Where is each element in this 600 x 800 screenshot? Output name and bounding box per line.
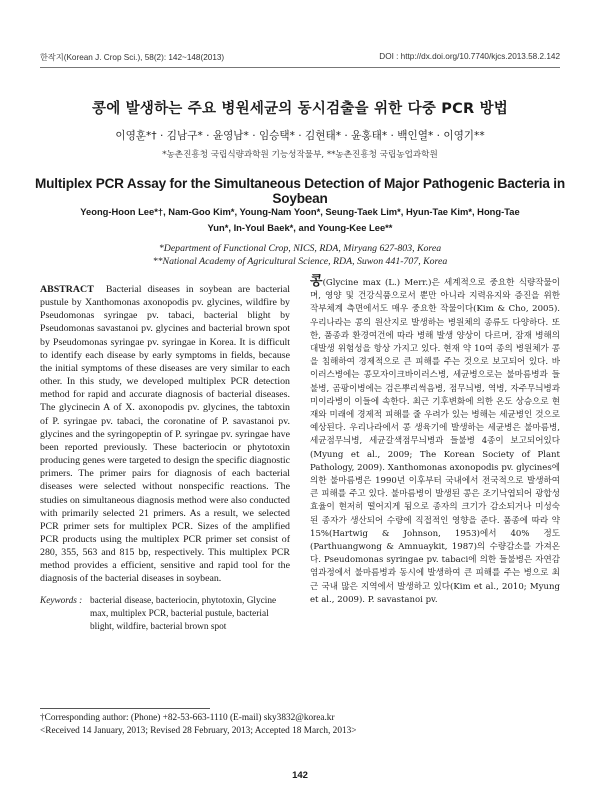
abstract-section [40,283,290,586]
korean-title: 콩에 발생하는 주요 병원세균의 동시검출을 위한 다중 PCR 방법 [92,101,508,117]
footnotes [40,712,560,738]
korean-affiliation: *농촌진흥청 국립식량과학원 기능성작물부, **농촌진흥청 국립농업과학원 [162,150,438,160]
keywords-text: bacterial disease, bacteriocin, phytotoxin, Glycine max, multiplex PCR, bacterial pustule, bacterial blight, wildfire, bacterial brown spot [90,596,277,632]
english-title: Multiplex PCR Assay for the Simultaneous Detection of Major Pathogenic Bacteria in Soybean [35,176,565,206]
corresponding-author: †Corresponding author: (Phone) +82-53-663-1110 (E-mail) sky3832@korea.kr [40,713,335,723]
introduction-text: (Glycine max (L.) Merr.)은 세계적으로 중요한 식량작물이며, 영양 및 건강식품으로서 뿐만 아니라 지력유지와 증진을 위한 작부체계 측면에서도 매우 중요한 작물이다(Kim & Cho, 2005). 우리나라는 콩의 원산지로 발생하는 병원체의 종류도 다양하다. 또한, 품종과 환경여건에 따라 병해 발생 양상이 다르며, 잠재 병해의 대발생 위험성을 항상 가지고 있다. 현재 약 10여 종의 병원체가 콩을 침해하여 경제적으로 큰 피해를 주는 것으로 보고되어 있다. 바이러스병에는 콩모자이크바이러스병, 세균병으로는 불마름병과 들불병, 곰팡이병에는 검은뿌리썩음병, 점무늬병, 역병, 자주무늬병과 미이라병이 이들에 속한다. 최근 기후변화에 의한 온도 상승으로 현재와 미래에 경제적 피해를 줄 우려가 있는 병해는 세균병인 것으로 예상된다. 우리나라에서 콩 생육기에 발생하는 세균병은 불마름병, 세균점무늬병, 세균갈색점무늬병과 들불병 4종이 보고되어있다(Myung et al., 2009; The Korean Society of Plant Pathology, 2009). Xanthomonas axonopodis pv. glycines에 의한 불마름병은 1990년 이후부터 국내에서 전국적으로 발생하여 큰 피해를 주고 있다. 불마름병이 발생된 콩은 조기낙엽되어 광합성 효율이 현저히 떨어지게 됨으로 종자의 크기가 감소되거나 미성숙된 종자가 생산되어 수량에 직접적인 영향을 준다. 품종에 따라 약 15%(Hartwig & Johnson, 1953)에서 40% 정도(Parthuangwong & Amnuaykit, 1987)의 수량감소를 가져온다. Pseudomonas syringae pv. tabaci에 의한 들불병은 자연감염과정에서 불마름병과 동시에 발생하여 큰 피해를 주는 병으로 최근 국내 많은 지역에서 발생하고 있다(Kim et al., 2010; Myung et al., 2009). P. savastanoi pv. [310,278,560,605]
page-number: 142 [292,770,308,781]
affiliation-line: **National Academy of Agricultural Science, RDA, Suwon 441-707, Korea [152,256,448,267]
footnote-divider [40,708,210,709]
abstract-text: Bacterial diseases in soybean are bacterial pustule by Xanthomonas axonopodis pv. glycines, wildfire by Pseudomonas syringae pv. tabaci, bacterial blight by Pseudomonas savastanoi pv. glycines and bacterial brown spot by Pseudomonas syringae pv. syringae in Korea. It is difficult to identify each disease by early symptoms in fields, because the initial symptoms of these diseases are very similar to each other. In this study, we developed multiplex PCR detection method for rapid and accurate diagnosis of bacterial diseases. The glycinecin A of X. axonopodis pv. glycines, the tabtoxin of P. syringae pv. tabaci, the coronatine of P. savastanoi pv. glycines and the syringopeptin of P. syringae pv. syringae have been reported previously. These bacteriocin or phytotoxin producing genes were targeted to design the specific diagnostic primers. The primer pairs for diagnosis of each bacterial diseases were selected without nonspecific reactions. The studies on simultaneous diagnosis method were also conducted with primarily selected 21 primers. As a result, we selected PCR primer sets for multiplex PCR. Sizes of the amplified PCR products using the multiplex PCR primer set consist of 280, 355, 563 and 815 bp, respectively. This multiplex PCR method provides a efficient, sensitive and rapid tool for the diagnosis of the bacterial diseases in soybean. [40,284,290,585]
dropcap-letter: 콩 [310,274,323,289]
abstract-label: ABSTRACT [40,284,94,295]
english-affiliations [40,242,560,268]
english-authors: Yeong-Hoon Lee*†, Nam-Goo Kim*, Young-Nam Yoon*, Seung-Taek Lim*, Hyun-Tae Kim*, Hong-Tae Yun*, In-Youl Baek*, and Young-Kee Lee** [80,206,520,233]
affiliation-line: *Department of Functional Crop, NICS, RDA, Miryang 627-803, Korea [158,243,442,254]
journal-citation: 한작지(Korean J. Crop Sci.), 58(2): 142~148(2013) [40,53,225,62]
header-divider [40,67,560,68]
doi-link[interactable]: DOI : http://dx.doi.org/10.7740/kjcs.2013.58.2.142 [379,52,560,61]
received-dates: <Received 14 January, 2013; Revised 28 February, 2013; Accepted 18 March, 2013> [40,726,357,736]
keywords-label: Keywords : [40,596,83,606]
korean-authors: 이영훈*† · 김남구* · 윤영남* · 임승택* · 김현태* · 윤홍태* · 백인열* · 이영기** [115,130,485,142]
running-header [40,52,560,66]
introduction-section [310,275,560,607]
